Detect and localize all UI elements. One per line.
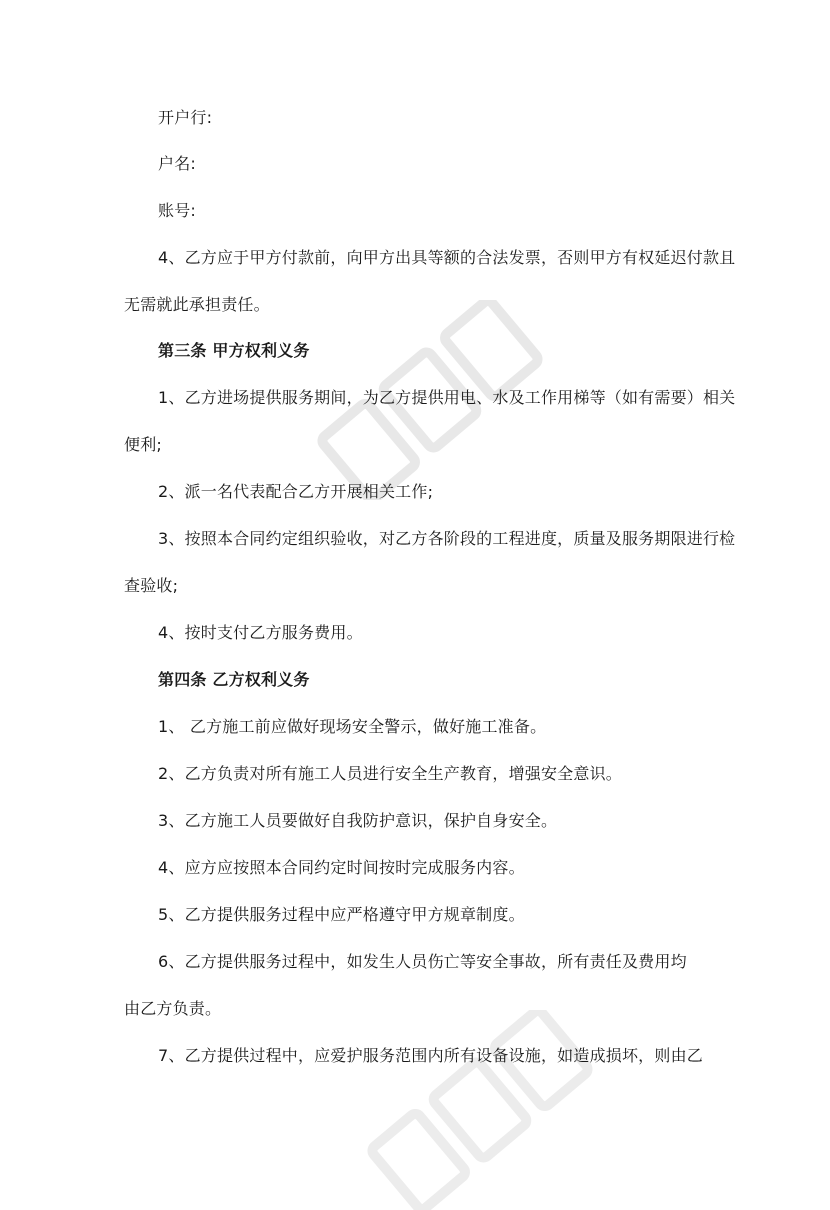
clause-invoice-line-1: 4、乙方应于甲方付款前，向甲方出具等额的合法发票，否则甲方有权延迟付款且 — [158, 248, 736, 267]
section-heading-party-b: 第四条 乙方权利义务 — [158, 670, 310, 689]
account-number-label: 账号: — [158, 201, 196, 220]
party-b-item-6-line-2: 由乙方负责。 — [124, 999, 222, 1018]
section-heading-party-a: 第三条 甲方权利义务 — [158, 341, 310, 360]
bank-name-label: 开户行: — [158, 108, 213, 127]
party-b-item-1: 1、 乙方施工前应做好现场安全警示，做好施工准备。 — [158, 717, 547, 736]
party-a-item-2: 2、派一名代表配合乙方开展相关工作; — [158, 482, 434, 501]
party-b-item-3: 3、乙方施工人员要做好自我防护意识，保护自身安全。 — [158, 811, 558, 830]
party-b-item-6-line-1: 6、乙方提供服务过程中，如发生人员伤亡等安全事故，所有责任及费用均 — [158, 952, 687, 971]
clause-invoice-line-2: 无需就此承担责任。 — [124, 295, 270, 314]
party-a-item-3-line-2: 查验收; — [124, 576, 179, 595]
party-a-item-1-line-1: 1、乙方进场提供服务期间，为乙方提供用电、水及工作用梯等（如有需要）相关 — [158, 388, 736, 407]
party-b-item-2: 2、乙方负责对所有施工人员进行安全生产教育，增强安全意识。 — [158, 764, 622, 783]
party-b-item-5: 5、乙方提供服务过程中应严格遵守甲方规章制度。 — [158, 905, 525, 924]
party-b-item-4: 4、应方应按照本合同约定时间按时完成服务内容。 — [158, 858, 525, 877]
party-a-item-1-line-2: 便利; — [124, 435, 162, 454]
party-a-item-4: 4、按时支付乙方服务费用。 — [158, 623, 363, 642]
watermark-logo-bottom — [330, 1010, 630, 1210]
party-a-item-3-line-1: 3、按照本合同约定组织验收，对乙方各阶段的工程进度，质量及服务期限进行检 — [158, 529, 736, 548]
account-name-label: 户名: — [158, 154, 196, 173]
party-b-item-7-line-1: 7、乙方提供过程中，应爱护服务范围内所有设备设施，如造成损坏，则由乙 — [158, 1046, 703, 1065]
